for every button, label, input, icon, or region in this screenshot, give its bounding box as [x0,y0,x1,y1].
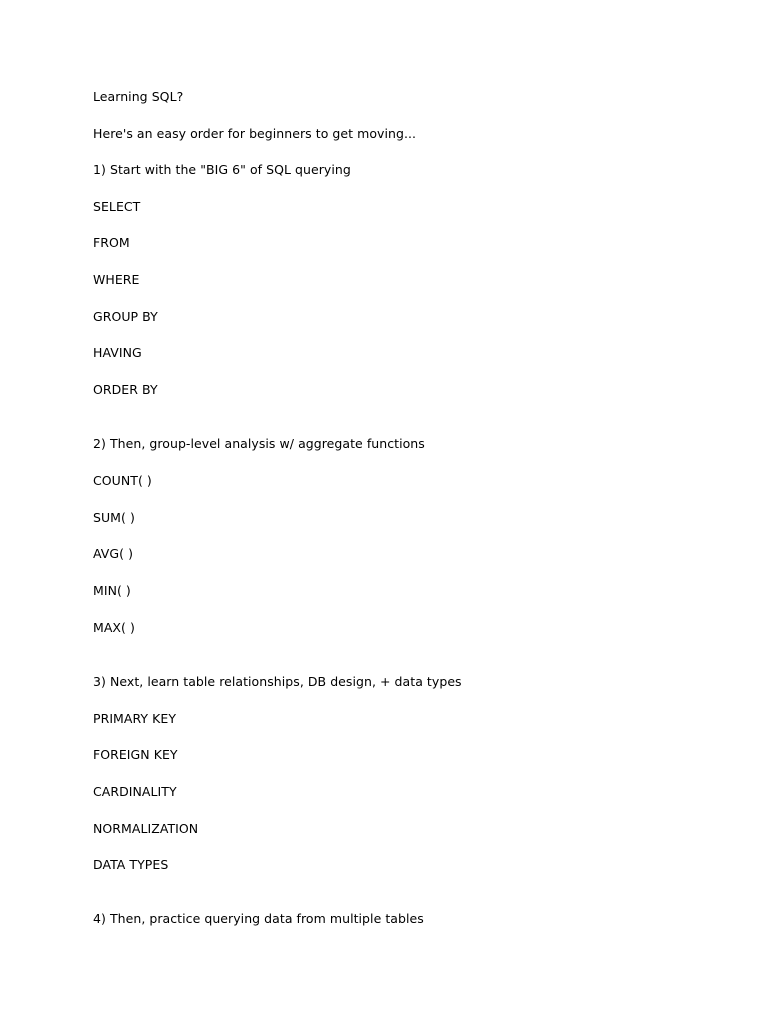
list-item: MIN( ) [93,583,131,598]
list-item: FOREIGN KEY [93,747,178,762]
list-item: COUNT( ) [93,473,152,488]
list-item: DATA TYPES [93,857,169,872]
list-item: WHERE [93,272,140,287]
list-item: FROM [93,235,130,250]
section-1-heading: 1) Start with the "BIG 6" of SQL querying [93,162,351,177]
list-item: SELECT [93,199,141,214]
list-item: PRIMARY KEY [93,711,177,726]
list-item: AVG( ) [93,546,134,561]
list-item: HAVING [93,345,142,360]
list-item: CARDINALITY [93,784,177,799]
section-2-heading: 2) Then, group-level analysis w/ aggregate functions [93,436,425,451]
list-item: MAX( ) [93,620,135,635]
list-item: ORDER BY [93,382,158,397]
list-item: GROUP BY [93,309,158,324]
document-title: Learning SQL? [93,89,184,104]
list-item: SUM( ) [93,510,135,525]
section-4-heading: 4) Then, practice querying data from multiple tables [93,911,424,926]
list-item: NORMALIZATION [93,821,199,836]
section-3-heading: 3) Next, learn table relationships, DB design, + data types [93,674,462,689]
intro-text: Here's an easy order for beginners to get moving... [93,126,417,141]
